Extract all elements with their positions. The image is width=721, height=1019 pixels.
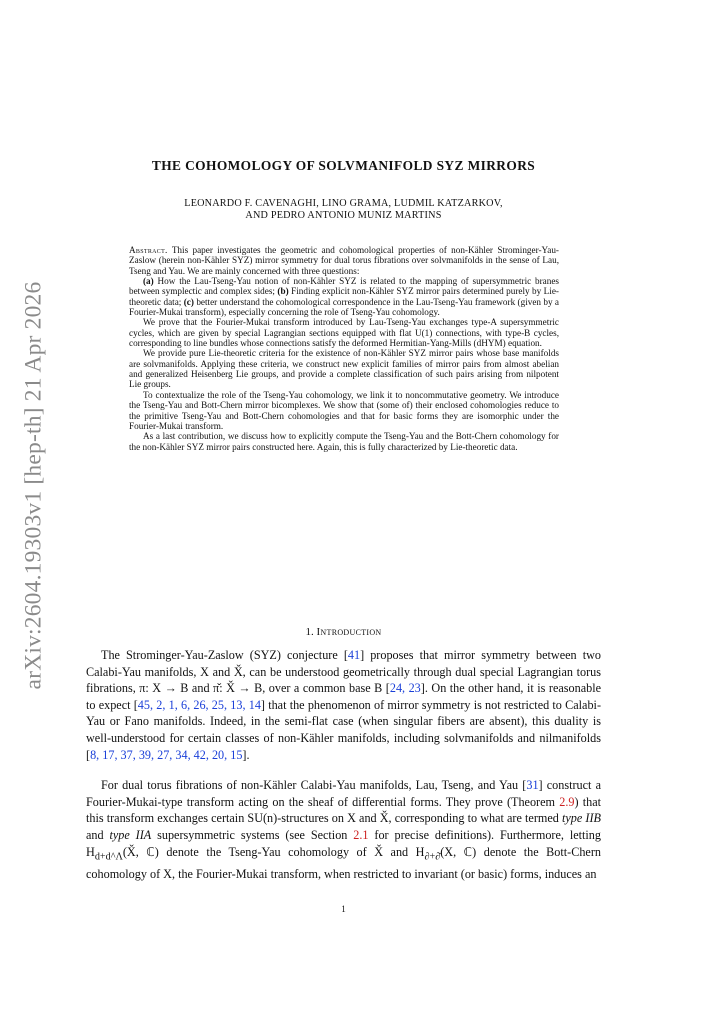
- intro-text: supersymmetric systems (see Section: [151, 827, 354, 842]
- emphasis-text: type IIB: [562, 811, 601, 826]
- arxiv-identifier-stamp: [14, 281, 54, 689]
- intro-text: (X̌, ℂ) denote the Tseng-Yau cohomology of X̌ and H: [122, 844, 425, 859]
- question-c-text: better understand the cohomological correspondence in the Lau-Tseng-Yau framework (given by a Fourier-Mukai transform), especially concerning the role of Tseng-Yau cohomology.: [129, 296, 560, 318]
- abstract-paragraph-1: [129, 245, 559, 276]
- intro-text: ]. On the other hand, it is reasonable to expect [: [86, 681, 601, 712]
- page-number: 1: [341, 904, 346, 914]
- intro-text: (X, ℂ) denote the Bott-Chern cohomology of X, the Fourier-Mukai transform, when restricted to invariant (or basic) forms, induces an: [86, 844, 601, 881]
- section-number: 1.: [305, 626, 314, 638]
- theorem-reference-link[interactable]: 2.9: [559, 794, 575, 809]
- author-list: [86, 198, 601, 222]
- abstract-questions: [129, 276, 559, 317]
- question-b-text: Finding explicit non-Kähler SYZ mirror pairs determined purely by Lie-theoretic data;: [129, 286, 559, 307]
- intro-text: ] that the phenomenon of mirror symmetry is not restricted to Calabi-Yau or Fano manifolds. Indeed, in the semi-flat case (when singular fibers are absent), this duality is well-understood for certain classes of non-Kähler manifolds, including solvmanifolds and nilmanifolds [: [86, 697, 602, 762]
- abstract-paragraph-3: We provide pure Lie-theoretic criteria for the existence of non-Kähler SYZ mirror pairs whose base manifolds are solvmanifolds. Applying these criteria, we construct new explicit families of mirror pairs from almost abelian and generalized Heisenberg Lie groups, and provide a complete classification of such pairs arising from nilpotent Lie groups.: [129, 348, 559, 390]
- intro-text: ] proposes that mirror symmetry between two Calabi-Yau manifolds, X and X̌, can be understood geometrically through dual special Lagrangian torus fibrations, π: X → B and π̌: X̌ → B, over a common base B [: [86, 648, 601, 696]
- intro-text: ].: [242, 747, 250, 762]
- abstract-paragraph-2: We prove that the Fourier-Mukai transform introduced by Lau-Tseng-Yau exchanges type-A supersymmetric cycles, which are given by special Lagrangian sections equipped with flat U(1) connections, with type-B cycles, corresponding to line bundles whose connections satisfy the deformed Hermitian-Yang-Mills (dHYM) equation.: [129, 317, 559, 349]
- arxiv-identifier-text: arXiv:2604.19303v1 [hep-th] 21 Apr 2026: [20, 281, 47, 689]
- paper-title: THE COHOMOLOGY OF SOLVMANIFOLD SYZ MIRRORS: [151, 158, 536, 173]
- intro-paragraph-1: [86, 647, 601, 763]
- intro-text: and: [86, 827, 110, 842]
- intro-text: The Strominger-Yau-Zaslow (SYZ) conjecture [: [101, 648, 348, 662]
- abstract-intro-text: This paper investigates the geometric and cohomological properties of non-Kähler Strominger-Yau-Zaslow (herein non-Kähler SYZ) mirror symmetry for dual torus fibrations over solvmanifolds in the sense of Lau, Tseng and Yau. We are mainly concerned with three questions:: [129, 245, 559, 276]
- question-a-label: (a): [143, 276, 154, 287]
- question-c-label: (c): [183, 296, 194, 307]
- section-title: Introduction: [316, 626, 382, 638]
- citation-link[interactable]: 24, 23: [389, 681, 421, 696]
- question-b-label: (b): [277, 286, 289, 297]
- math-subscript: d+d^Λ: [94, 850, 123, 862]
- intro-text: ] construct a Fourier-Mukai-type transform acting on the sheaf of differential forms. They prove (Theorem: [86, 778, 601, 809]
- question-a-text: How the Lau-Tseng-Yau notion of non-Kähler SYZ is related to the mapping of supersymmetric branes between symplectic and complex sides;: [129, 276, 559, 297]
- section-heading: [86, 626, 601, 638]
- citation-link[interactable]: 41: [347, 648, 361, 662]
- intro-text: ) that this transform exchanges certain SU(n)-structures on X and X̌, corresponding to what are termed: [86, 794, 601, 826]
- author-line-2: AND PEDRO ANTONIO MUNIZ MARTINS: [245, 210, 442, 221]
- math-subscript: ∂+∂̄: [424, 850, 441, 862]
- abstract-paragraph-5: As a last contribution, we discuss how to explicitly compute the Tseng-Yau and the Bott-Chern cohomology for the non-Kähler SYZ mirror pairs constructed here. Again, this is fully characterized by Lie-theoretic data.: [129, 431, 559, 452]
- author-line-1: LEONARDO F. CAVENAGHI, LINO GRAMA, LUDMIL KATZARKOV,: [184, 198, 503, 209]
- section-reference-link[interactable]: 2.1: [353, 827, 369, 842]
- citation-link[interactable]: 8, 17, 37, 39, 27, 34, 42, 20, 15: [90, 747, 243, 762]
- abstract: [129, 245, 559, 452]
- intro-text: For dual torus fibrations of non-Kähler Calabi-Yau manifolds, Lau, Tseng, and Yau [: [101, 778, 527, 793]
- abstract-heading: Abstract.: [129, 245, 168, 255]
- citation-link[interactable]: 45, 2, 1, 6, 26, 25, 13, 14: [137, 697, 261, 712]
- intro-text: for precise definitions). Furthermore, letting H: [86, 827, 601, 859]
- emphasis-text: type IIA: [109, 827, 152, 842]
- intro-paragraph-2: [86, 777, 601, 882]
- introduction-body: [86, 647, 601, 882]
- citation-link[interactable]: 31: [526, 778, 539, 793]
- abstract-paragraph-4: To contextualize the role of the Tseng-Yau cohomology, we link it to noncommutative geometry. We introduce the Tseng-Yau and Bott-Chern mirror bicomplexes. We show that (some of) their enclosed cohomologies reduce to the primitive Tseng-Yau and Bott-Chern cohomologies and that for basic forms they are isomorphic under the Fourier-Mukai transform.: [129, 389, 559, 431]
